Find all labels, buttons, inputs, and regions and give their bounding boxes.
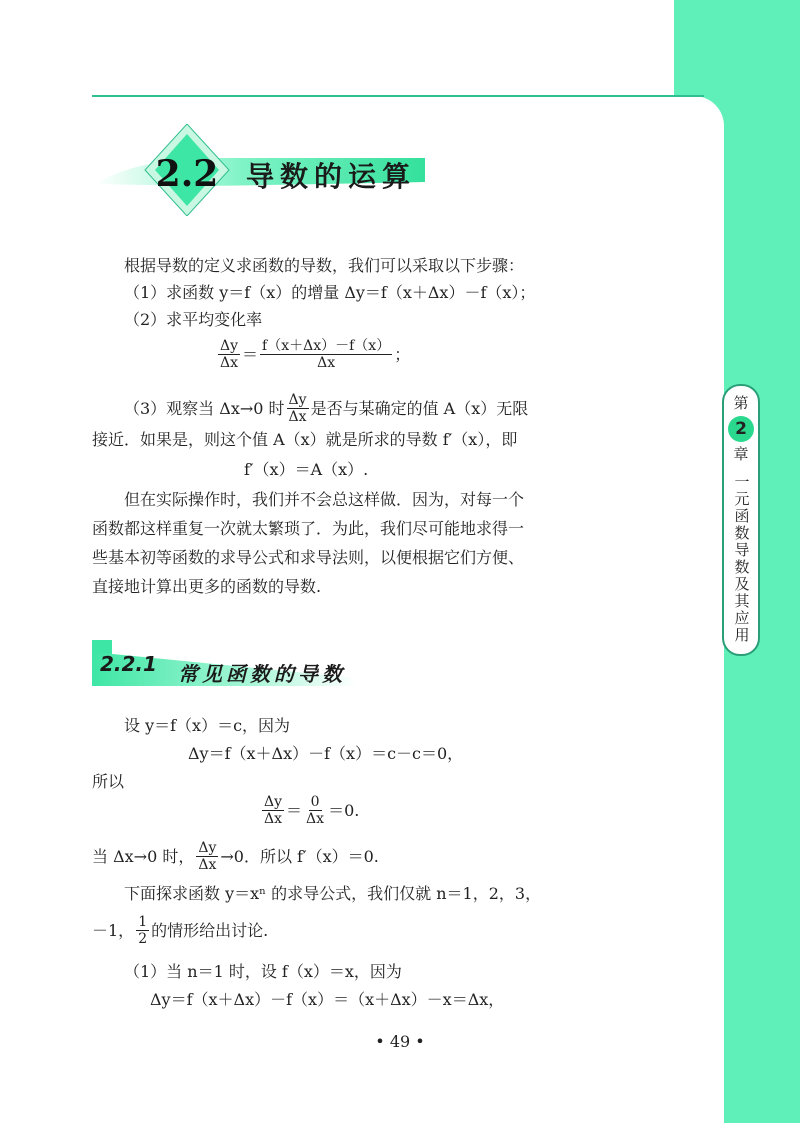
limit-line [92, 840, 379, 873]
fraction-denominator: Δx [317, 355, 336, 371]
step-3-text: 是否与某确定的值 A（x）无限 [310, 398, 529, 418]
constant-increment-equation: Δy＝f（x＋Δx）－f（x）＝c－c＝0， [188, 744, 464, 763]
equals-sign: ＝ [286, 800, 303, 820]
paragraph-line: 直接地计算出更多的函数的导数. [92, 577, 322, 596]
fraction-numerator: f（x＋Δx）－f（x） [262, 338, 391, 354]
fraction-numerator: Δy [288, 392, 307, 408]
fraction-numerator: Δy [220, 338, 239, 354]
section-title: 导数的运算 [246, 160, 417, 193]
derivative-equation: f′（x）＝A（x）. [244, 460, 369, 479]
fraction-zero-over-dx [304, 794, 326, 827]
fraction-numerator: Δy [198, 840, 217, 856]
step-3-continuation: 接近．如果是，则这个值 A（x）就是所求的导数 f′（x），即 [92, 430, 518, 449]
equals-sign: ＝ [242, 344, 259, 364]
case-1-line: （1）当 n＝1 时，设 f（x）＝x，因为 [124, 962, 402, 981]
paragraph-line: 但在实际操作时，我们并不会总这样做．因为，对每一个 [124, 490, 525, 509]
chapter-tab [722, 384, 760, 656]
fraction-one-half [136, 914, 149, 947]
fraction-numerator: 0 [310, 794, 320, 810]
power-cases-text: 的情形给出讨论. [151, 920, 269, 940]
chapter-title: 一元函数导数及其应用 [732, 474, 751, 644]
limit-text: 当 Δx→0 时， [92, 846, 195, 866]
step-2: （2）求平均变化率 [124, 310, 263, 329]
intro-line: 根据导数的定义求函数的导数，我们可以采取以下步骤： [124, 256, 525, 275]
power-function-line: 下面探求函数 y＝xⁿ 的求导公式，我们仅就 n＝1，2，3， [124, 884, 542, 903]
fraction-difference-quotient [260, 338, 392, 371]
subsection-title: 常见函数的导数 [178, 662, 346, 686]
section-number: 2.2 [155, 153, 219, 195]
constant-ratio-formula [260, 794, 359, 827]
so-text: 所以 [92, 772, 125, 791]
chapter-suffix: 章 [733, 445, 749, 463]
fraction-denominator: Δx [288, 409, 307, 425]
subsection-number: 2.2.1 [100, 652, 157, 676]
constant-function-line: 设 y＝f（x）＝c，因为 [124, 716, 291, 735]
fraction-dy-dx [287, 392, 309, 425]
average-rate-formula [216, 338, 410, 371]
fraction-denominator: Δx [264, 811, 283, 827]
fraction-numerator: 1 [138, 914, 148, 930]
fraction-dy-dx [196, 840, 218, 873]
fraction-numerator: Δy [264, 794, 283, 810]
step-3 [124, 392, 528, 425]
page-number: • 49 • [375, 1032, 425, 1051]
case-1-equation: Δy＝f（x＋Δx）－f（x）＝（x＋Δx）－x＝Δx， [150, 990, 505, 1009]
fraction-denominator: Δx [198, 857, 217, 873]
paragraph-line: 函数都这样重复一次就太繁琐了．为此，我们尽可能地求得一 [92, 519, 525, 538]
chapter-prefix: 第 [733, 394, 749, 412]
formula-end: ； [394, 344, 411, 364]
top-rule [92, 95, 704, 97]
limit-text: →0．所以 f′（x）＝0. [220, 846, 379, 866]
fraction-denominator: Δx [220, 355, 239, 371]
fraction-dy-dx [218, 338, 240, 371]
power-cases-text: －1， [92, 920, 135, 940]
step-3-text: （3）观察当 Δx→0 时 [124, 398, 285, 418]
power-cases-line [92, 914, 268, 947]
chapter-number-badge: 2 [728, 416, 754, 442]
fraction-denominator: Δx [306, 811, 325, 827]
fraction-denominator: 2 [138, 931, 148, 947]
fraction-dy-dx [262, 794, 284, 827]
step-1: （1）求函数 y＝f（x）的增量 Δy＝f（x＋Δx）－f（x）； [124, 283, 536, 302]
formula-end: ＝0. [328, 800, 360, 820]
paragraph-line: 些基本初等函数的求导公式和求导法则，以便根据它们方便、 [92, 548, 525, 567]
